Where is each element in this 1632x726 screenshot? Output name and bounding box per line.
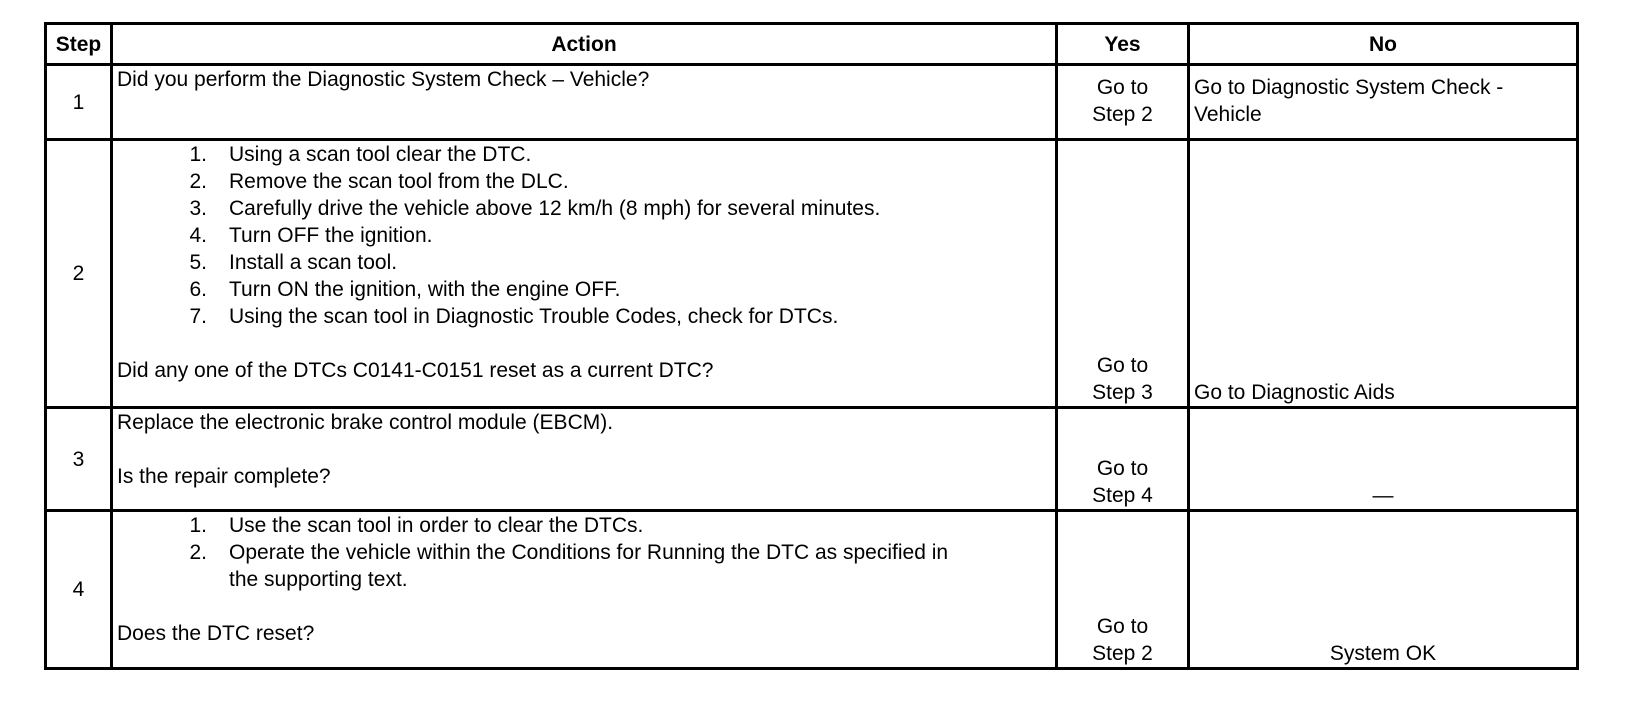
list-item-text: Carefully drive the vehicle above 12 km/h (8 mph) for several minutes. <box>229 197 881 220</box>
yes-goto-step: Step 2 <box>1092 642 1153 665</box>
list-item <box>117 512 1051 539</box>
header-row <box>46 24 1578 65</box>
list-item <box>117 222 1051 249</box>
no-goto-line: Go to Diagnostic Aids <box>1194 381 1395 404</box>
list-item-text: Remove the scan tool from the DLC. <box>229 170 569 193</box>
no-cell <box>1189 65 1578 140</box>
table-row <box>46 140 1578 408</box>
list-item-text: Turn OFF the ignition. <box>229 224 433 247</box>
list-item <box>117 276 1051 303</box>
question-text: Did you perform the Diagnostic System Check – Vehicle? <box>117 68 650 91</box>
no-goto-line: Vehicle <box>1194 103 1262 126</box>
table-row <box>46 65 1578 140</box>
list-item <box>117 141 1051 168</box>
diagnostic-table <box>44 22 1579 670</box>
step-number: 1 <box>46 65 112 140</box>
yes-goto-step: Step 4 <box>1092 484 1153 507</box>
yes-goto-label: Go to <box>1096 76 1149 99</box>
step-number: 4 <box>46 511 112 669</box>
list-item-text: Operate the vehicle within the Conditions for Running the DTC as specified in the supporting text. <box>229 541 949 591</box>
list-item-number: 4. <box>189 224 207 247</box>
question-text: Does the DTC reset? <box>117 622 315 645</box>
step-number: 2 <box>46 140 112 408</box>
no-cell <box>1189 140 1578 408</box>
list-item <box>117 249 1051 276</box>
list-item <box>117 195 1051 222</box>
no-goto-line: Go to Diagnostic System Check - <box>1194 76 1504 99</box>
no-cell <box>1189 511 1578 669</box>
action-cell <box>112 408 1057 511</box>
yes-cell <box>1057 408 1189 511</box>
header-step: Step <box>46 24 112 65</box>
list-item-number: 1. <box>189 514 207 537</box>
yes-goto-label: Go to <box>1096 615 1149 638</box>
action-cell <box>112 511 1057 669</box>
table-row <box>46 408 1578 511</box>
question-text: Is the repair complete? <box>117 465 331 488</box>
list-item <box>117 539 1051 593</box>
list-item <box>117 168 1051 195</box>
list-item-number: 2. <box>189 541 207 564</box>
yes-goto-label: Go to <box>1096 457 1149 480</box>
no-cell <box>1189 408 1578 511</box>
instruction-list <box>117 141 1051 330</box>
list-item-text: Install a scan tool. <box>229 251 398 274</box>
list-item-text: Using a scan tool clear the DTC. <box>229 143 532 166</box>
list-item-text: Use the scan tool in order to clear the DTCs. <box>229 514 644 537</box>
instruction-list <box>117 512 1051 593</box>
yes-cell <box>1057 65 1189 140</box>
list-item-number: 2. <box>189 170 207 193</box>
instruction-text: Replace the electronic brake control module (EBCM). <box>117 411 614 434</box>
yes-cell <box>1057 140 1189 408</box>
list-item-number: 3. <box>189 197 207 220</box>
list-item <box>117 303 1051 330</box>
no-result: System OK <box>1329 642 1437 665</box>
action-cell <box>112 65 1057 140</box>
yes-goto-step: Step 2 <box>1092 103 1153 126</box>
yes-goto-label: Go to <box>1096 354 1149 377</box>
header-yes: Yes <box>1057 24 1189 65</box>
header-no: No <box>1189 24 1578 65</box>
list-item-number: 5. <box>189 251 207 274</box>
question-text: Did any one of the DTCs C0141-C0151 reset as a current DTC? <box>117 359 714 382</box>
header-action: Action <box>112 24 1057 65</box>
action-cell <box>112 140 1057 408</box>
step-number: 3 <box>46 408 112 511</box>
list-item-number: 6. <box>189 278 207 301</box>
no-dash: — <box>1372 484 1394 507</box>
list-item-text: Using the scan tool in Diagnostic Trouble Codes, check for DTCs. <box>229 305 839 328</box>
list-item-number: 7. <box>189 305 207 328</box>
table-row <box>46 511 1578 669</box>
yes-cell <box>1057 511 1189 669</box>
list-item-number: 1. <box>189 143 207 166</box>
list-item-text: Turn ON the ignition, with the engine OFF. <box>229 278 621 301</box>
yes-goto-step: Step 3 <box>1092 381 1153 404</box>
